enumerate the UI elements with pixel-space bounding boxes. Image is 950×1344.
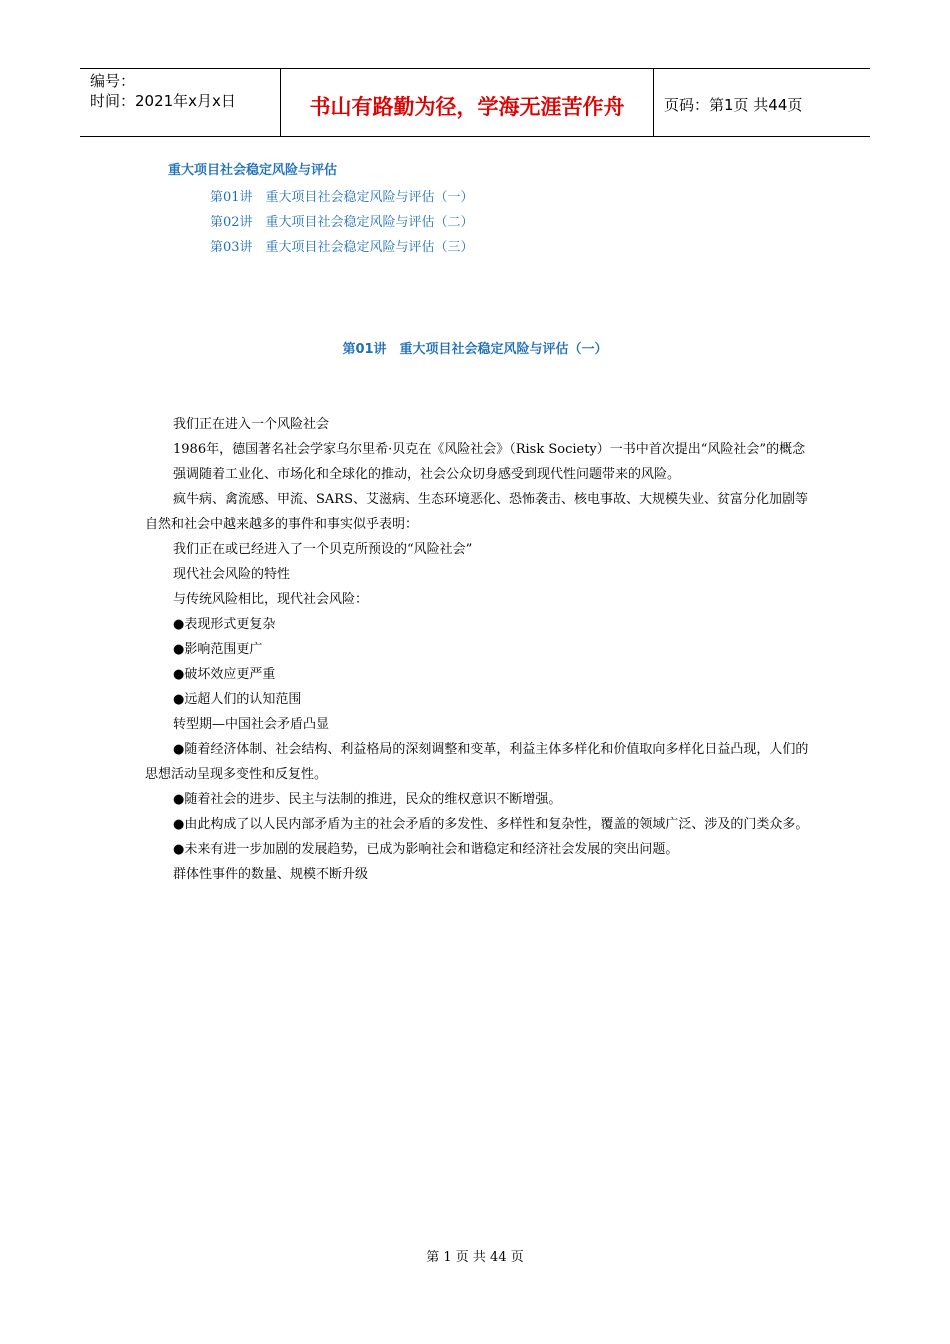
paragraph: 转型期—中国社会矛盾凸显 <box>173 717 330 732</box>
page-footer: 第 1 页 共 44 页 <box>426 1250 524 1265</box>
bullet-item: ●由此构成了以人民内部矛盾为主的社会矛盾的多发性、多样性和复杂性，覆盖的领域广泛、涉及的门类众多。 <box>173 817 809 832</box>
body-text <box>145 412 810 887</box>
bullet-item: ●表现形式更复杂 <box>173 617 276 632</box>
paragraph: 现代社会风险的特性 <box>173 567 291 582</box>
bullet-item: ●随着经济体制、社会结构、利益格局的深刻调整和变革，利益主体多样化和价值取向多样化日益凸现，人们的思想活动呈现多变性和反复性。 <box>145 742 809 782</box>
document-date: 时间：2021年x月x日 <box>90 92 236 110</box>
toc-item-lecture-01[interactable]: 第01讲 重大项目社会稳定风险与评估（一） <box>210 190 474 205</box>
header-meta <box>80 69 281 136</box>
page-header <box>80 68 870 137</box>
paragraph: 1986年，德国著名社会学家乌尔里希·贝克在《风险社会》（Risk Society）一书中首次提出“风险社会”的概念 <box>173 442 806 457</box>
bullet-item: ●未来有进一步加剧的发展趋势，已成为影响社会和谐稳定和经济社会发展的突出问题。 <box>173 842 679 857</box>
document-number: 编号： <box>90 72 136 90</box>
paragraph: 与传统风险相比，现代社会风险： <box>173 592 369 607</box>
paragraph: 我们正在或已经进入了一个贝克所预设的“风险社会” <box>173 542 473 557</box>
bullet-item: ●随着社会的进步、民主与法制的推进，民众的维权意识不断增强。 <box>173 792 562 807</box>
bullet-item: ●破坏效应更严重 <box>173 667 276 682</box>
paragraph: 我们正在进入一个风险社会 <box>173 417 330 432</box>
table-of-contents <box>168 160 474 260</box>
header-page-info: 页码：第1页 共44页 <box>664 96 803 114</box>
paragraph: 群体性事件的数量、规模不断升级 <box>173 867 369 882</box>
toc-item-lecture-03[interactable]: 第03讲 重大项目社会稳定风险与评估（三） <box>210 240 474 255</box>
bullet-item: ●远超人们的认知范围 <box>173 692 302 707</box>
bullet-item: ●影响范围更广 <box>173 642 263 657</box>
header-slogan: 书山有路勤为径，学海无涯苦作舟 <box>281 69 654 136</box>
paragraph: 疯牛病、禽流感、甲流、SARS、艾滋病、生态环境恶化、恐怖袭击、核电事故、大规模失业、贫富分化加剧等自然和社会中越来越多的事件和事实似乎表明： <box>145 492 808 532</box>
toc-title[interactable]: 重大项目社会稳定风险与评估 <box>168 163 338 178</box>
section-heading: 第01讲 重大项目社会稳定风险与评估（一） <box>342 342 608 357</box>
paragraph: 强调随着工业化、市场化和全球化的推动，社会公众切身感受到现代性问题带来的风险。 <box>173 467 681 482</box>
toc-item-lecture-02[interactable]: 第02讲 重大项目社会稳定风险与评估（二） <box>210 215 474 230</box>
